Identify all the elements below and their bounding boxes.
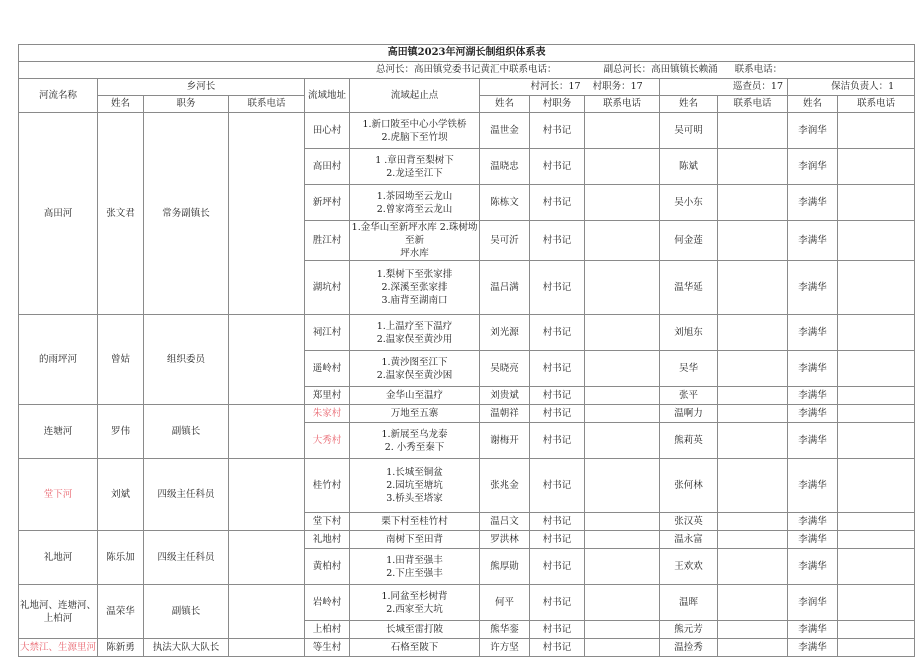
- cleaner-phone: [838, 315, 915, 351]
- village-chief-phone: [585, 423, 660, 459]
- village-chief-name: 熊华銮: [480, 621, 530, 639]
- township-chief-name: 陈新勇: [98, 639, 144, 657]
- range-line: 3.庙背至湖南口: [381, 295, 448, 306]
- basin-range: [350, 113, 480, 149]
- range-line: 石格至陂下: [390, 642, 439, 653]
- patrol-name: 吴华: [660, 351, 718, 387]
- township-chief-name: 曾姑: [98, 315, 144, 405]
- table-title: 高田镇2023年河湖长制组织体系表: [19, 45, 915, 62]
- patrol-name: 张平: [660, 387, 718, 405]
- patrol-name: 张汉英: [660, 513, 718, 531]
- village-chief-phone: [585, 459, 660, 513]
- header-cleaner-phone: 联系电话: [838, 96, 915, 113]
- village-chief-name: 陈栋文: [480, 185, 530, 221]
- patrol-phone: [718, 459, 788, 513]
- header-patrol: 巡查员：17: [660, 79, 788, 96]
- village-chief-name: 熊厚勋: [480, 549, 530, 585]
- township-chief-post: 执法大队大队长: [144, 639, 229, 657]
- village-chief-phone: [585, 621, 660, 639]
- township-chief-post: 组织委员: [144, 315, 229, 405]
- cleaner-phone: [838, 405, 915, 423]
- range-line: 2.下庄至强丰: [386, 567, 443, 579]
- cleaner-phone: [838, 149, 915, 185]
- cleaner-phone: [838, 459, 915, 513]
- village-chief-post: 村书记: [530, 113, 585, 149]
- village-chief-name: 温吕满: [480, 261, 530, 315]
- cleaner-phone: [838, 513, 915, 531]
- river-name: [19, 585, 98, 639]
- basin-range: [350, 585, 480, 621]
- patrol-name: 温晖: [660, 585, 718, 621]
- river-name: 礼地河: [19, 531, 98, 585]
- patrol-name: 温华延: [660, 261, 718, 315]
- village-name: 田心村: [305, 113, 350, 149]
- basin-range: [350, 185, 480, 221]
- patrol-name: 温啊力: [660, 405, 718, 423]
- table-row: [19, 315, 915, 351]
- village-chief-phone: [585, 639, 660, 657]
- header-river-name: 河流名称: [19, 79, 98, 113]
- village-chief-post: 村书记: [530, 549, 585, 585]
- cleaner-name: 李满华: [788, 549, 838, 585]
- header-phone: 联系电话: [229, 96, 305, 113]
- range-line: 2.西家至大坑: [386, 603, 443, 615]
- township-chief-phone: [229, 405, 305, 459]
- cleaner-name: 李满华: [788, 351, 838, 387]
- range-line: 2.龙迳至江下: [386, 167, 443, 179]
- patrol-phone: [718, 387, 788, 405]
- header-village-counts: 村河长：17 村职务：17: [530, 79, 660, 96]
- range-line: 1.金华山至新坪水库 2.珠树坳至新: [351, 222, 478, 246]
- village-name: 朱家村: [305, 405, 350, 423]
- header-range: 流域起止点: [350, 79, 480, 113]
- range-line: 1.新展至乌龙泰: [381, 428, 448, 440]
- river-name-line: 礼地河、连塘河、: [20, 599, 97, 611]
- village-name: 大秀村: [305, 423, 350, 459]
- township-chief-phone: [229, 459, 305, 531]
- village-chief-post: 村书记: [530, 221, 585, 261]
- village-chief-post: 村书记: [530, 261, 585, 315]
- patrol-name: 温永富: [660, 531, 718, 549]
- cleaner-name: 李满华: [788, 221, 838, 261]
- river-name: 连塘河: [19, 405, 98, 459]
- cleaner-phone: [838, 549, 915, 585]
- township-chief-phone: [229, 315, 305, 405]
- range-line: 南树下至田背: [385, 534, 443, 545]
- village-name: 岩岭村: [305, 585, 350, 621]
- village-chief-phone: [585, 513, 660, 531]
- patrol-phone: [718, 221, 788, 261]
- cleaner-name: 李满华: [788, 405, 838, 423]
- village-chief-post: 村书记: [530, 149, 585, 185]
- range-line: 坪水库: [400, 248, 429, 259]
- cleaner-name: 李润华: [788, 113, 838, 149]
- patrol-phone: [718, 531, 788, 549]
- patrol-name: 何金莲: [660, 221, 718, 261]
- township-chief-name: 陈乐加: [98, 531, 144, 585]
- header-post: 职务: [144, 96, 229, 113]
- river-name: 高田河: [19, 113, 98, 315]
- basin-range: [350, 387, 480, 405]
- township-chief-name: 刘斌: [98, 459, 144, 531]
- range-line: 2.温家俣至黄沙困: [376, 369, 453, 381]
- village-chief-phone: [585, 113, 660, 149]
- village-chief-phone: [585, 261, 660, 315]
- patrol-phone: [718, 149, 788, 185]
- cleaner-name: 李满华: [788, 513, 838, 531]
- township-chief-post: 四级主任科员: [144, 459, 229, 531]
- village-chief-post: 村书记: [530, 585, 585, 621]
- patrol-phone: [718, 423, 788, 459]
- basin-range: [350, 261, 480, 315]
- cleaner-phone: [838, 221, 915, 261]
- village-chief-post: 村书记: [530, 621, 585, 639]
- table-row: [19, 405, 915, 423]
- patrol-name: 吴可明: [660, 113, 718, 149]
- patrol-name: 吴小东: [660, 185, 718, 221]
- village-chief-post: 村书记: [530, 459, 585, 513]
- range-line: 2. 小秀至秦下: [384, 441, 445, 453]
- header-cleaner-name: 姓名: [788, 96, 838, 113]
- patrol-phone: [718, 549, 788, 585]
- cleaner-phone: [838, 113, 915, 149]
- village-name: 黄柏村: [305, 549, 350, 585]
- township-chief-phone: [229, 639, 305, 657]
- village-chief-phone: [585, 549, 660, 585]
- patrol-name: 张何林: [660, 459, 718, 513]
- village-name: 郑里村: [305, 387, 350, 405]
- village-chief-name: 刘光源: [480, 315, 530, 351]
- header-patrol-name: 姓名: [660, 96, 718, 113]
- township-chief-post: 四级主任科员: [144, 531, 229, 585]
- patrol-phone: [718, 113, 788, 149]
- township-chief-phone: [229, 531, 305, 585]
- township-chief-post: 常务副镇长: [144, 113, 229, 315]
- table-row: [19, 531, 915, 549]
- township-chief-name: 罗伟: [98, 405, 144, 459]
- header-vchief-post: 村职务: [530, 96, 585, 113]
- cleaner-name: 李满华: [788, 387, 838, 405]
- village-name: 胜江村: [305, 221, 350, 261]
- basin-range: [350, 531, 480, 549]
- river-chief-table: [18, 44, 915, 657]
- village-name: 高田村: [305, 149, 350, 185]
- cleaner-name: 李满华: [788, 531, 838, 549]
- cleaner-phone: [838, 639, 915, 657]
- village-chief-phone: [585, 405, 660, 423]
- range-line: 1.田背至强丰: [386, 554, 443, 566]
- patrol-name: 王欢欢: [660, 549, 718, 585]
- range-line: 1.上温疗至下温疗: [376, 320, 453, 332]
- township-chief-post: 副镇长: [144, 405, 229, 459]
- range-line: 金华山至温疗: [385, 390, 443, 401]
- patrol-name: 陈斌: [660, 149, 718, 185]
- river-name-line: 上柏河: [43, 612, 73, 624]
- cleaner-name: 李满华: [788, 261, 838, 315]
- village-chief-phone: [585, 185, 660, 221]
- basin-range: [350, 315, 480, 351]
- basin-range: [350, 513, 480, 531]
- village-chief-name: 吴可沂: [480, 221, 530, 261]
- village-chief-phone: [585, 315, 660, 351]
- cleaner-phone: [838, 185, 915, 221]
- range-line: 2.温家俣至黄沙用: [376, 333, 453, 345]
- patrol-name: 熊元芳: [660, 621, 718, 639]
- village-chief-name: 罗洪林: [480, 531, 530, 549]
- basin-range: [350, 459, 480, 513]
- village-name: 上柏村: [305, 621, 350, 639]
- range-line: 1.黄沙图至江下: [381, 356, 448, 368]
- basin-range: [350, 149, 480, 185]
- village-chief-phone: [585, 351, 660, 387]
- basin-range: [350, 639, 480, 657]
- village-chief-name: 谢梅开: [480, 423, 530, 459]
- basin-range: [350, 351, 480, 387]
- cleaner-phone: [838, 621, 915, 639]
- village-chief-phone: [585, 387, 660, 405]
- village-chief-post: 村书记: [530, 423, 585, 459]
- village-chief-phone: [585, 221, 660, 261]
- basin-range: [350, 621, 480, 639]
- township-chief-post: 副镇长: [144, 585, 229, 639]
- range-line: 2.深溪至张家排: [381, 282, 448, 293]
- range-line: 2.园坑至塘坑: [386, 480, 443, 491]
- header-village-chief: [480, 79, 530, 96]
- cleaner-name: 李满华: [788, 185, 838, 221]
- range-line: 1 .章田背至梨树下: [375, 154, 454, 166]
- village-chief-post: 村书记: [530, 513, 585, 531]
- village-name: 堂下村: [305, 513, 350, 531]
- patrol-name: 温捡秀: [660, 639, 718, 657]
- river-name: 大禁江、生源里河: [19, 639, 98, 657]
- range-line: 1.新口陂至中心小学铁桥: [362, 118, 467, 130]
- cleaner-phone: [838, 387, 915, 405]
- village-chief-post: 村书记: [530, 315, 585, 351]
- header-vchief-name: 姓名: [480, 96, 530, 113]
- township-chief-name: 张文君: [98, 113, 144, 315]
- cleaner-phone: [838, 423, 915, 459]
- village-name: 等生村: [305, 639, 350, 657]
- header-cleaner: 保洁负责人：1: [788, 79, 915, 96]
- header-patrol-phone: 联系电话: [718, 96, 788, 113]
- patrol-phone: [718, 261, 788, 315]
- range-line: 1.长城至铜盆: [386, 467, 443, 478]
- basin-range: [350, 549, 480, 585]
- chief-text: 总河长：高田镇党委书记黄汇中联系电话：: [376, 64, 557, 75]
- range-line: 3.桥头至塔家: [386, 493, 443, 504]
- cleaner-phone: [838, 261, 915, 315]
- township-chief-name: 温荣华: [98, 585, 144, 639]
- village-chief-post: 村书记: [530, 351, 585, 387]
- patrol-phone: [718, 639, 788, 657]
- village-chief-post: 村书记: [530, 387, 585, 405]
- chief-info: [19, 62, 915, 79]
- range-line: 1.梨树下至张家排: [376, 269, 453, 280]
- village-name: 遥岭村: [305, 351, 350, 387]
- phone-text: 联系电话：: [734, 64, 783, 75]
- patrol-name: 熊莉英: [660, 423, 718, 459]
- patrol-phone: [718, 185, 788, 221]
- village-chief-name: 张兆金: [480, 459, 530, 513]
- village-chief-name: 刘贵斌: [480, 387, 530, 405]
- header-vchief-phone: 联系电话: [585, 96, 660, 113]
- basin-range: [350, 221, 480, 261]
- range-line: 1.同盆至杉树背: [381, 590, 448, 602]
- village-chief-name: 温吕文: [480, 513, 530, 531]
- header-name: 姓名: [98, 96, 144, 113]
- village-chief-post: 村书记: [530, 639, 585, 657]
- patrol-name: 刘旭东: [660, 315, 718, 351]
- table-row: [19, 639, 915, 657]
- village-chief-name: 吴晓亮: [480, 351, 530, 387]
- village-chief-name: 许方坚: [480, 639, 530, 657]
- river-name: 的雨坪河: [19, 315, 98, 405]
- river-name: 堂下河: [19, 459, 98, 531]
- cleaner-name: 李满华: [788, 459, 838, 513]
- cleaner-phone: [838, 585, 915, 621]
- header-basin: 流域地址: [305, 79, 350, 113]
- table-row: [19, 113, 915, 149]
- village-name: 礼地村: [305, 531, 350, 549]
- township-chief-phone: [229, 113, 305, 315]
- range-line: 2.虎脑下至竹坝: [381, 131, 448, 143]
- township-chief-phone: [229, 585, 305, 639]
- village-chief-phone: [585, 585, 660, 621]
- village-chief-post: 村书记: [530, 185, 585, 221]
- patrol-phone: [718, 585, 788, 621]
- range-line: 长城至雷打陂: [385, 624, 443, 635]
- patrol-phone: [718, 405, 788, 423]
- table-row: [19, 459, 915, 513]
- cleaner-name: 李满华: [788, 639, 838, 657]
- village-chief-name: 温晓忠: [480, 149, 530, 185]
- patrol-phone: [718, 315, 788, 351]
- deputy-text: 副总河长：高田镇镇长赖涌: [603, 64, 718, 75]
- cleaner-name: 李满华: [788, 423, 838, 459]
- cleaner-name: 李润华: [788, 149, 838, 185]
- village-chief-post: 村书记: [530, 531, 585, 549]
- table-row: [19, 585, 915, 621]
- header-township-chief: 乡河长: [98, 79, 305, 96]
- basin-range: [350, 423, 480, 459]
- village-name: 湖坑村: [305, 261, 350, 315]
- cleaner-phone: [838, 531, 915, 549]
- patrol-phone: [718, 621, 788, 639]
- cleaner-phone: [838, 351, 915, 387]
- village-chief-name: 温朝祥: [480, 405, 530, 423]
- village-name: 祠江村: [305, 315, 350, 351]
- village-chief-post: 村书记: [530, 405, 585, 423]
- village-chief-name: 何平: [480, 585, 530, 621]
- range-line: 1.茶园坳至云龙山: [376, 190, 453, 202]
- village-chief-phone: [585, 149, 660, 185]
- patrol-phone: [718, 351, 788, 387]
- basin-range: [350, 405, 480, 423]
- village-name: 桂竹村: [305, 459, 350, 513]
- patrol-phone: [718, 513, 788, 531]
- range-line: 栗下村至桂竹村: [381, 516, 448, 527]
- cleaner-name: 李满华: [788, 621, 838, 639]
- range-line: 万地至五寨: [390, 408, 439, 419]
- cleaner-name: 李满华: [788, 315, 838, 351]
- cleaner-name: 李润华: [788, 585, 838, 621]
- village-chief-phone: [585, 531, 660, 549]
- range-line: 2.曾家湾至云龙山: [376, 203, 453, 215]
- village-chief-name: 温世金: [480, 113, 530, 149]
- village-name: 新坪村: [305, 185, 350, 221]
